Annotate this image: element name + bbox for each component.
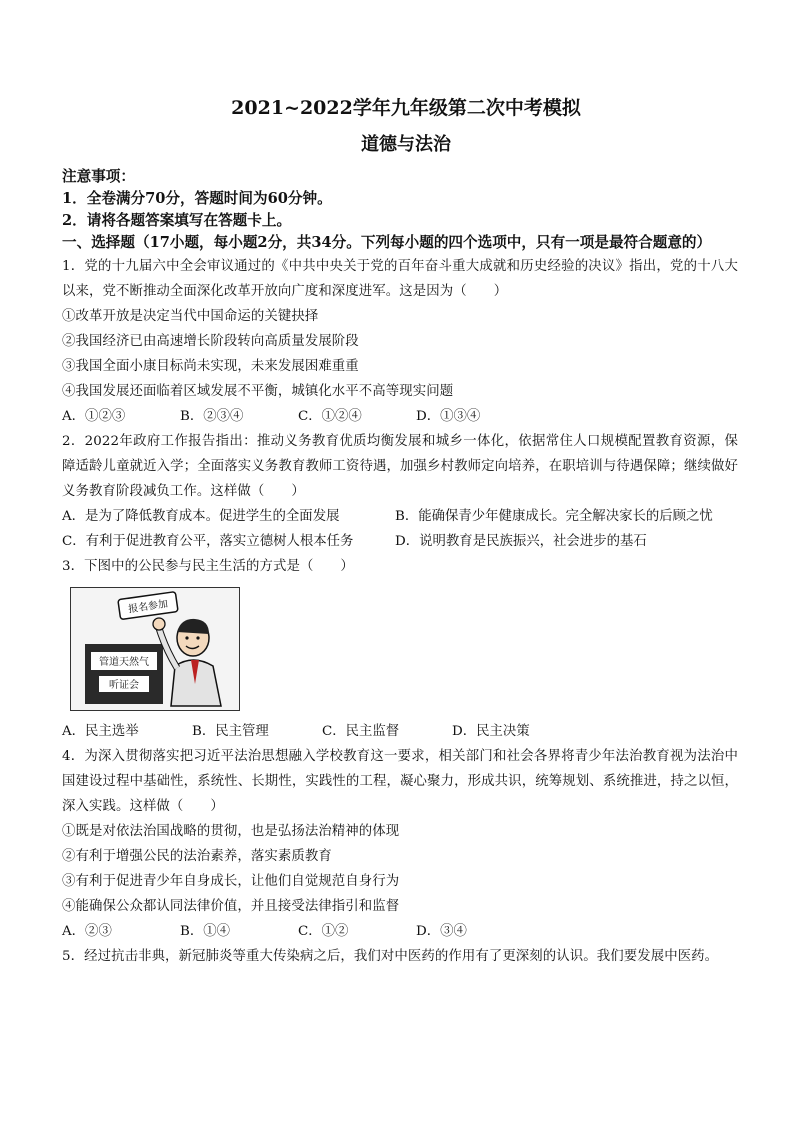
question-2-stem: 2．2022年政府工作报告指出：推动义务教育优质均衡发展和城乡一体化，依据常住人口规模配置教育资源，保障适龄儿童就近入学；全面落实义务教育教师工资待遇，加强乡村教师定向培养，在职培训与待遇保障；继续做好义务教育阶段减负工作。这样做（ ） (62, 434, 738, 499)
q1-statement: ③我国全面小康目标尚未实现，未来发展困难重重 (62, 359, 359, 374)
q2-option-b: B．能确保青少年健康成长。完全解决家长的后顾之忧 (395, 509, 713, 524)
exam-page (62, 96, 738, 969)
q4-statement: ①既是对依法治国战略的贯彻，也是弘扬法治精神的体现 (62, 824, 400, 839)
q4-option-d: D．③④ (416, 924, 467, 939)
q1-option-b: B．②③④ (180, 409, 244, 424)
q2-option-d: D．说明教育是民族振兴，社会进步的基石 (395, 534, 647, 549)
q4-option-a: A．②③ (62, 924, 112, 939)
q3-options (62, 719, 738, 744)
q4-statement: ④能确保公众都认同法律价值，并且接受法律指引和监督 (62, 899, 400, 914)
question-5-stem: 5．经过抗击非典，新冠肺炎等重大传染病之后，我们对中医药的作用有了更深刻的认识。我们要发展中医药。 (62, 949, 719, 964)
q2-option-c: C．有利于促进教育公平，落实立德树人根本任务 (62, 534, 354, 549)
question-4-stem: 4．为深入贯彻落实把习近平法治思想融入学校教育这一要求，相关部门和社会各界将青少年法治教育视为法治中国建设过程中基础性，系统性、长期性，实践性的工程，凝心聚力，形成共识，统筹规划、系统推进，持之以恒，深入实践。这样做（ ） (62, 749, 738, 814)
question-3-stem: 3．下图中的公民参与民主生活的方式是（ ） (62, 559, 354, 574)
q4-options (62, 919, 738, 944)
q1-option-c: C．①②④ (298, 409, 362, 424)
q4-statement: ②有利于增强公民的法治素养，落实素质教育 (62, 849, 332, 864)
notice-item: 2．请将各题答案填写在答题卡上。 (62, 212, 292, 229)
sign-text: 报名参加 (127, 598, 169, 616)
q3-option-c: C．民主监督 (322, 724, 400, 739)
q2-options-row1 (62, 504, 738, 529)
q2-option-a: A．是为了降低教育成本。促进学生的全面发展 (62, 509, 340, 524)
q3-option-d: D．民主决策 (452, 724, 530, 739)
question-1-stem: 1．党的十九届六中全会审议通过的《中共中央关于党的百年奋斗重大成就和历史经验的决议》指出，党的十八大以来，党不断推动全面深化改革开放向广度和深度进军。这是因为（ ） (62, 259, 738, 299)
q1-statement: ①改革开放是决定当代中国命运的关键抉择 (62, 309, 319, 324)
q3-cartoon-figure (70, 587, 240, 711)
exam-title: 2021~2022学年九年级第二次中考模拟 (231, 97, 581, 119)
q1-options (62, 404, 738, 429)
q2-options-row2 (62, 529, 738, 554)
q4-option-b: B．①④ (180, 924, 231, 939)
q3-option-b: B．民主管理 (192, 724, 269, 739)
notice-heading: 注意事项： (62, 168, 135, 185)
q4-option-c: C．①② (298, 924, 349, 939)
board-text-line2: 听证会 (109, 680, 139, 691)
q3-option-a: A．民主选举 (62, 724, 139, 739)
board-text-line1: 管道天然气 (99, 657, 149, 668)
section-heading: 一、选择题（17小题，每小题2分，共34分。下列每小题的四个选项中，只有一项是最符合题意的） (62, 234, 712, 251)
subject-title: 道德与法治 (361, 134, 451, 155)
notice-item: 1．全卷满分70分，答题时间为60分钟。 (62, 190, 332, 207)
q1-statement: ②我国经济已由高速增长阶段转向高质量发展阶段 (62, 334, 359, 349)
q1-statement: ④我国发展还面临着区域发展不平衡，城镇化水平不高等现实问题 (62, 384, 454, 399)
q4-statement: ③有利于促进青少年自身成长，让他们自觉规范自身行为 (62, 874, 400, 889)
q1-option-a: A．①②③ (62, 409, 126, 424)
hearing-cartoon-illustration (71, 588, 239, 710)
q1-option-d: D．①③④ (416, 409, 481, 424)
